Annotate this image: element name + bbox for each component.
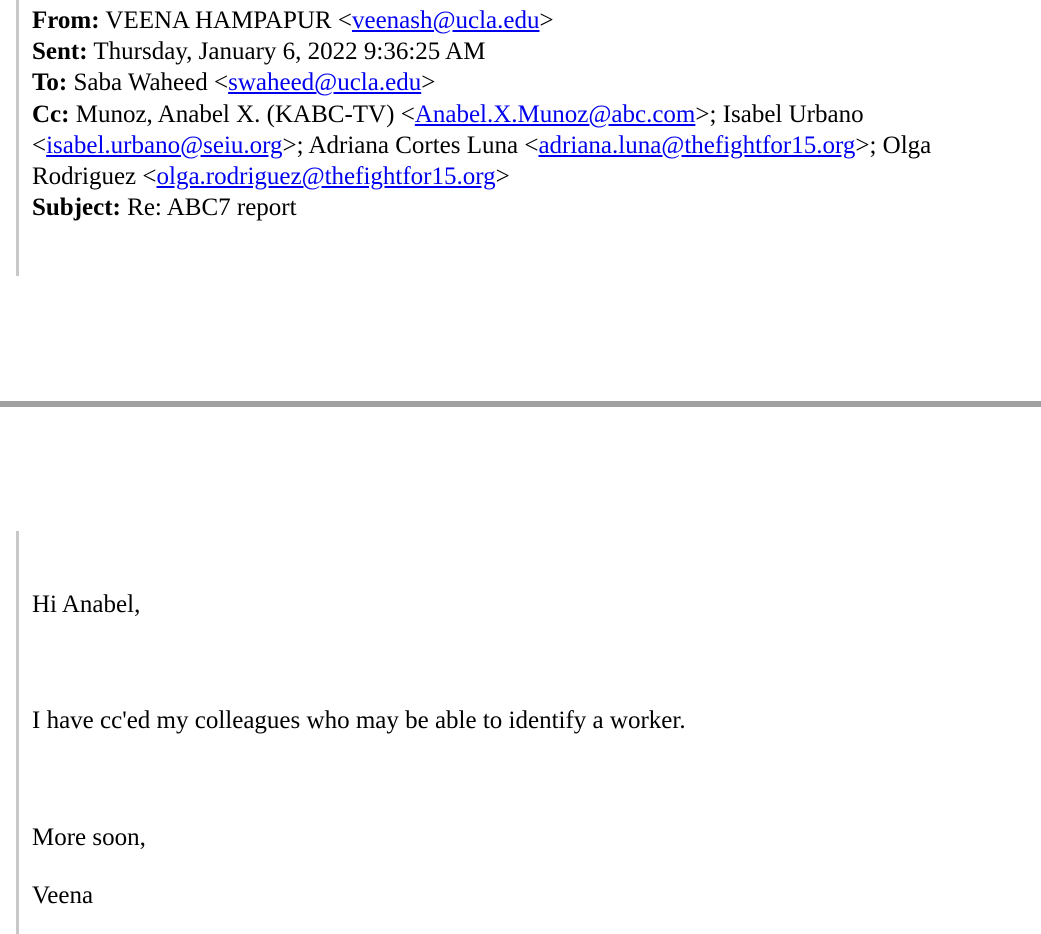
email-closing: More soon, — [32, 824, 146, 851]
subject-value: Re: ABC7 report — [127, 194, 297, 222]
cc-line-1: Cc: Munoz, Anabel X. (KABC-TV) <Anabel.X.Munoz@abc.com>; Isabel Urbano — [32, 100, 864, 128]
email-body-text: I have cc'ed my colleagues who may be able to identify a worker. — [32, 707, 686, 734]
cc-email-link[interactable]: Anabel.X.Munoz@abc.com — [414, 100, 696, 128]
sent-line — [32, 36, 1032, 67]
from-line: From: VEENA HAMPAPUR <veenash@ucla.edu> — [32, 7, 554, 34]
to-label: To: — [32, 69, 68, 97]
cc-name: Adriana Cortes Luna — [308, 131, 519, 159]
cc-label: Cc: — [32, 100, 70, 128]
email-greeting: Hi Anabel, — [32, 591, 141, 618]
quote-bar-body — [16, 531, 19, 934]
cc-name: Munoz, Anabel X. (KABC-TV) — [75, 100, 395, 128]
cc-line-3: Rodriguez <olga.rodriguez@thefightfor15.org> — [32, 163, 510, 191]
sent-value: Thursday, January 6, 2022 9:36:25 AM — [93, 38, 486, 66]
cc-email-link[interactable]: adriana.luna@thefightfor15.org — [538, 131, 856, 159]
cc-name: Isabel Urbano — [722, 100, 864, 128]
cc-email-link[interactable]: olga.rodriguez@thefightfor15.org — [156, 163, 496, 191]
section-divider — [0, 401, 1041, 407]
from-label: From: — [32, 7, 100, 34]
from-email-link[interactable]: veenash@ucla.edu — [351, 7, 540, 34]
cc-name-part: Olga — [882, 131, 932, 159]
quote-bar-header — [16, 0, 19, 276]
email-header — [32, 5, 1032, 223]
subject-label: Subject: — [32, 194, 121, 222]
cc-email-link[interactable]: isabel.urbano@seiu.org — [46, 131, 283, 159]
to-name: Saba Waheed — [73, 69, 208, 97]
subject-line — [32, 192, 1032, 223]
email-signature: Veena — [32, 882, 94, 909]
cc-name-part: Rodriguez — [32, 163, 137, 191]
sent-label: Sent: — [32, 38, 88, 66]
from-name: VEENA HAMPAPUR — [105, 7, 332, 34]
to-email-link[interactable]: swaheed@ucla.edu — [228, 69, 422, 97]
to-line: To: Saba Waheed <swaheed@ucla.edu> — [32, 69, 436, 97]
cc-line-2: <isabel.urbano@seiu.org>; Adriana Cortes Luna <adriana.luna@thefightfor15.org>; Olga — [32, 131, 932, 159]
